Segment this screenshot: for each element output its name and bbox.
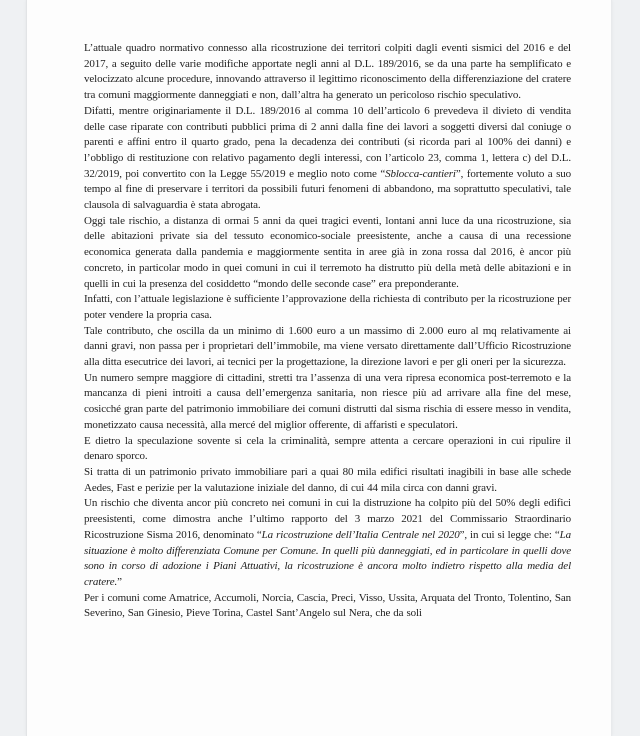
text-run: Oggi tale rischio, a distanza di ormai 5 anni da quei tragici eventi, lontani anni luce da una ricostruzione, sia delle abitazioni private sia del tessuto economico-sociale preesistente, anche a causa di una recessione economica generata dalla pandemia e maggiormente sentita in aree già in zona rossa dal 2016, è ancor più concreto, in particolar modo in quei comuni in cui il terremoto ha distrutto più della metà delle abitazioni e in quelli in cui la presenza del cosiddetto “mondo delle seconde case” era preponderante. <box>84 214 571 290</box>
text-run: L’attuale quadro normativo connesso alla ricostruzione dei territori colpiti dagli eventi sismici del 2016 e del 2017, a seguito delle varie modifiche apportate negli anni al D.L. 189/2016, se da una parte ha semplificato e velocizzato alcune procedure, innovando attraverso il legittimo riconoscimento della differenziazione del cratere tra comuni maggiormente danneggiati e non, dall’altra ha generato un pericoloso rischio speculativo. <box>84 42 571 102</box>
text-run: ” <box>117 575 122 588</box>
paragraph <box>84 434 571 465</box>
paragraph <box>84 465 571 496</box>
paragraph <box>84 214 571 293</box>
italic-text-run: Sblocca-cantieri <box>385 167 456 180</box>
paragraph <box>84 496 571 590</box>
italic-text-run: La situazione è molto differenziata Comune per Comune. In quelli più danneggiati, ed in particolare in quelli dove sono in corso di adozione i Piani Attuativi, la ricostruzione è ancora molto indietro rispetto alla media del cratere. <box>84 528 571 588</box>
text-run: Infatti, con l’attuale legislazione è sufficiente l’approvazione della richiesta di contributo per la ricostruzione per poter vendere la propria casa. <box>84 293 571 321</box>
text-run: Un rischio che diventa ancor più concreto nei comuni in cui la distruzione ha colpito più del 50% degli edifici preesistenti, come dimostra anche l’ultimo rapporto del 3 marzo 2021 del Commissario Straordinario Ricostruzione Sisma 2016, denominato “ <box>84 497 571 541</box>
text-run: Difatti, mentre originariamente il D.L. 189/2016 al comma 10 dell’articolo 6 prevedeva il divieto di vendita delle case riparate con contributi pubblici prima di 2 anni dalla fine dei lavori a soggetti diversi dal coniuge o parenti e affini entro il quarto grado, pena la decadenza dei contributi (si ricorda pari al 100% dei danni) e l’obbligo di restituzione con relativo pagamento degli interessi, con l’articolo 23, comma 1, lettera c) del D.L. 32/2019, poi convertito con la Legge 55/2019 e meglio noto come “ <box>84 104 571 180</box>
text-run: ”, fortemente voluto a suo tempo al fine di preservare i territori da possibili futuri fenomeni di abbandono, ma soprattutto speculativi, tale clausola di salvaguardia è stata abrogata. <box>84 167 571 212</box>
paragraph <box>84 591 571 622</box>
text-run: E dietro la speculazione sovente si cela la criminalità, sempre attenta a cercare operazioni in cui ripulire il denaro sporco. <box>84 434 571 463</box>
text-run: Si tratta di un patrimonio privato immobiliare pari a quai 80 mila edifici risultati inagibili in base alle schede Aedes, Fast e perizie per la valutazione iniziale del danno, di cui 44 mila circa con danni gravi. <box>84 465 571 494</box>
paragraph <box>84 371 571 434</box>
paragraph <box>84 104 571 214</box>
paragraph <box>84 292 571 323</box>
text-run: Per i comuni come Amatrice, Accumoli, Norcia, Cascia, Preci, Visso, Ussita, Arquata del Tronto, Tolentino, San Severino, San Ginesio, Pieve Torina, Castel Sant’Angelo sul Nera, che da soli <box>84 591 571 620</box>
document-body <box>84 41 571 622</box>
italic-text-run: La ricostruzione dell’Italia Centrale nel 2020 <box>261 528 460 541</box>
text-run: Tale contributo, che oscilla da un minimo di 1.600 euro a un massimo di 2.000 euro al mq relativamente ai danni gravi, non passa per i proprietari dell’immobile, ma viene versato direttamente dall’Ufficio Ricostruzione alla ditta esecutrice dei lavori, ai tecnici per la progettazione, la direzione lavori e per gli oneri per la sicurezza. <box>84 324 571 369</box>
paragraph <box>84 324 571 371</box>
text-run: Un numero sempre maggiore di cittadini, stretti tra l’assenza di una vera ripresa economica post-terremoto e la mancanza di pieni introiti a causa dell’emergenza sanitaria, non riesce più ad arrivare alla fine del mese, cosicché gran parte del patrimonio immobiliare dei comuni distrutti dal sisma rischia di essere messo in vendita, monetizzato causa necessità, alla mercé del miglior offerente, di affaristi e speculatori. <box>84 371 571 431</box>
document-page <box>26 0 612 736</box>
text-run: ”, in cui si legge che: “ <box>459 528 560 541</box>
paragraph <box>84 41 571 104</box>
